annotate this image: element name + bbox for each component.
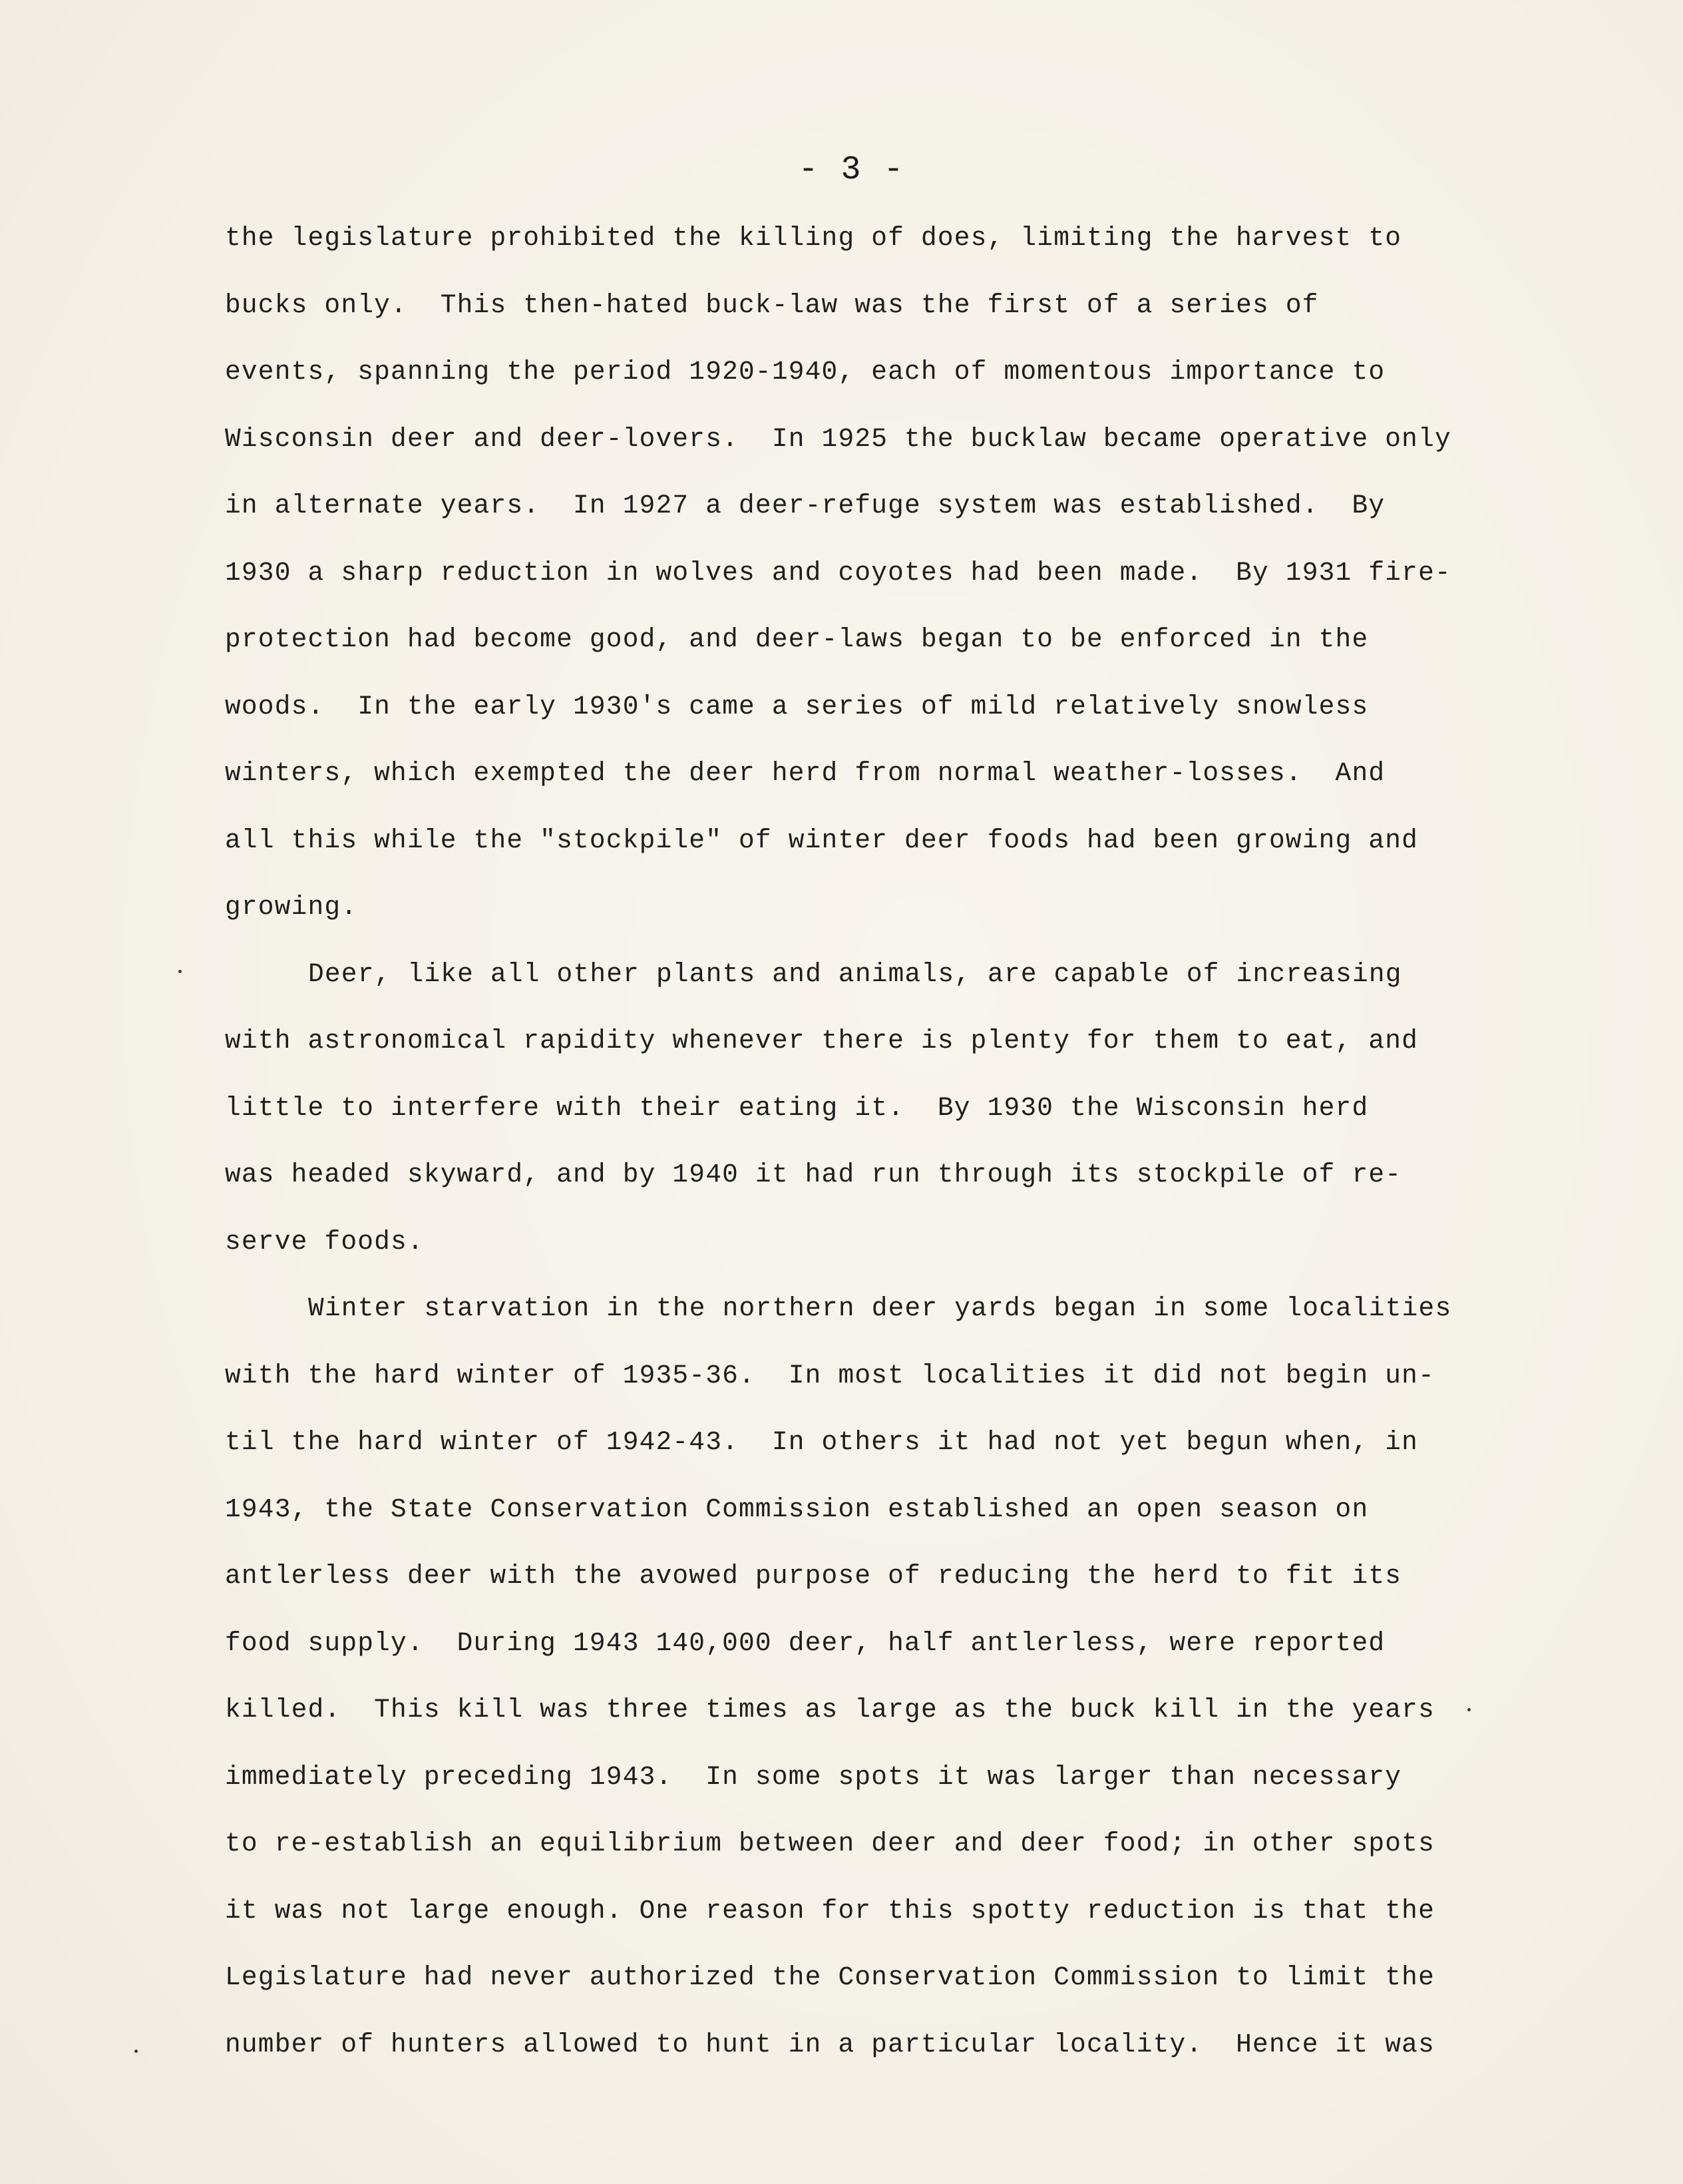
text-line: all this while the "stockpile" of winter deer foods had been growing and [225, 825, 1419, 855]
text-line: food supply. During 1943 140,000 deer, half antlerless, were reported [225, 1628, 1386, 1658]
text-line: serve foods. [225, 1226, 424, 1257]
text-line: with the hard winter of 1935-36. In most localities it did not begin un- [225, 1360, 1435, 1391]
text-line: number of hunters allowed to hunt in a particular locality. Hence it was [225, 2029, 1435, 2060]
text-line: woods. In the early 1930's came a series of mild relatively snowless [225, 691, 1369, 722]
text-line: 1943, the State Conservation Commission established an open season on [225, 1494, 1369, 1524]
paper-speck [178, 970, 182, 973]
text-line: with astronomical rapidity whenever there is plenty for them to eat, and [225, 1026, 1419, 1056]
text-line: Winter starvation in the northern deer yards began in some localities [308, 1293, 1452, 1323]
text-line: growing. [225, 892, 358, 922]
text-line: protection had become good, and deer-laws began to be enforced in the [225, 624, 1369, 654]
text-line: little to interfere with their eating it. By 1930 the Wisconsin herd [225, 1092, 1369, 1123]
paper-speck [134, 2050, 138, 2053]
text-line: til the hard winter of 1942-43. In others it had not yet begun when, in [225, 1427, 1419, 1457]
page-number: - 3 - [798, 151, 905, 189]
body-text [225, 212, 1476, 2085]
text-line: it was not large enough. One reason for this spotty reduction is that the [225, 1895, 1435, 1926]
paper-speck [1467, 1708, 1471, 1711]
text-line: was headed skyward, and by 1940 it had run through its stockpile of re- [225, 1160, 1402, 1190]
text-line: immediately preceding 1943. In some spots it was larger than necessary [225, 1761, 1402, 1792]
text-line: events, spanning the period 1920-1940, each of momentous importance to [225, 357, 1386, 387]
text-line: killed. This kill was three times as large as the buck kill in the years [225, 1695, 1435, 1725]
text-line: Deer, like all other plants and animals, are capable of increasing [308, 959, 1402, 989]
text-line: the legislature prohibited the killing of does, limiting the harvest to [225, 223, 1402, 253]
text-line: winters, which exempted the deer herd from normal weather-losses. And [225, 758, 1386, 788]
text-line: bucks only. This then-hated buck-law was the first of a series of [225, 290, 1319, 320]
text-line: in alternate years. In 1927 a deer-refuge system was established. By [225, 491, 1386, 521]
text-line: to re-establish an equilibrium between deer and deer food; in other spots [225, 1829, 1435, 1858]
text-line: Wisconsin deer and deer-lovers. In 1925 the bucklaw became operative only [225, 423, 1451, 454]
text-line: antlerless deer with the avowed purpose of reducing the herd to fit its [225, 1561, 1402, 1591]
text-line: 1930 a sharp reduction in wolves and coyotes had been made. By 1931 fire- [225, 557, 1451, 588]
text-line: Legislature had never authorized the Conservation Commission to limit the [225, 1962, 1435, 1992]
